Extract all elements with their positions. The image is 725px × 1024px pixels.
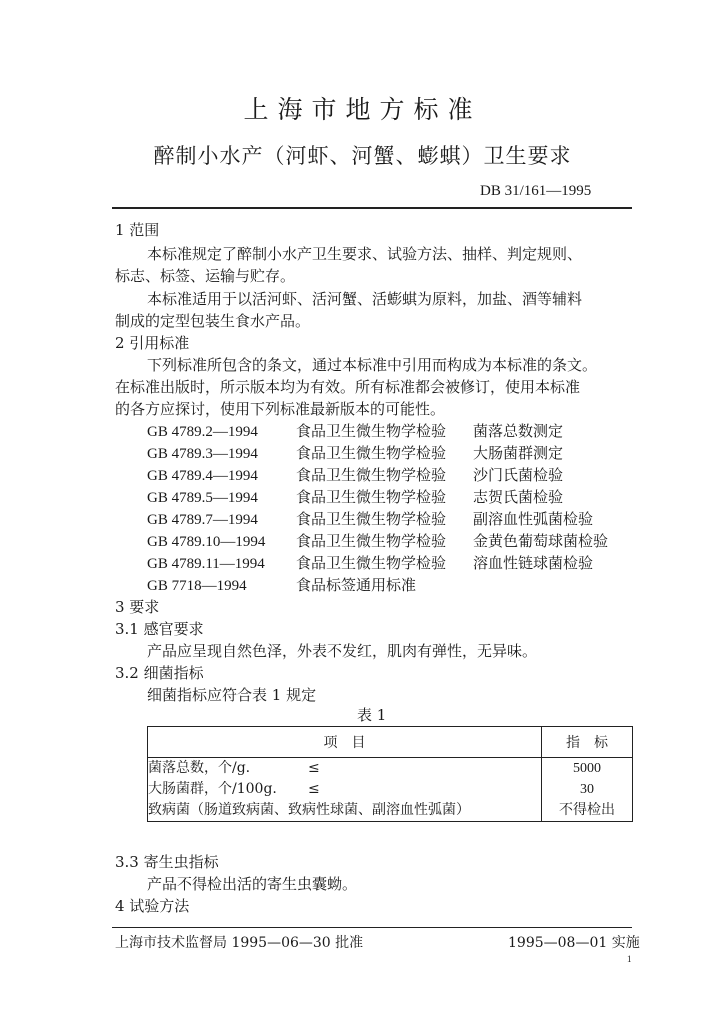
bacteria-index-table bbox=[147, 726, 633, 822]
section-3-1-text: 产品应呈现自然色泽，外表不发红，肌肉有弹性，无异味。 bbox=[147, 642, 538, 660]
section-2-paragraph-line-3: 的各方应探讨，使用下列标准最新版本的可能性。 bbox=[115, 400, 446, 418]
reference-title: 食品标签通用标准 bbox=[296, 576, 417, 594]
table-body bbox=[148, 758, 633, 822]
reference-title: 食品卫生微生物学检验 bbox=[296, 444, 447, 462]
footer-divider bbox=[112, 927, 632, 928]
table-row bbox=[148, 779, 541, 800]
reference-subject: 副溶血性弧菌检验 bbox=[473, 510, 594, 528]
section-1-heading: 1 范围 bbox=[115, 221, 160, 239]
row-item: 菌落总数，个/g. bbox=[148, 760, 251, 776]
document-title: 醉制小水产（河虾、河蟹、蟛蜞）卫生要求 bbox=[153, 144, 572, 168]
reference-title: 食品卫生微生物学检验 bbox=[296, 488, 447, 506]
section-3-heading: 3 要求 bbox=[115, 598, 160, 616]
reference-code: GB 4789.5—1994 bbox=[147, 490, 258, 506]
row-value: 不得检出 bbox=[559, 802, 615, 818]
row-value: 30 bbox=[580, 782, 594, 797]
reference-subject: 沙门氏菌检验 bbox=[473, 466, 564, 484]
section-3-1-heading: 3.1 感官要求 bbox=[115, 620, 204, 638]
reference-item bbox=[147, 573, 247, 598]
section-1-paragraph-1-line-1: 本标准规定了醉制小水产卫生要求、试验方法、抽样、判定规则、 bbox=[147, 245, 583, 263]
reference-subject: 金黄色葡萄球菌检验 bbox=[473, 532, 609, 550]
implementation-line: 1995—08—01 实施 bbox=[508, 935, 640, 951]
table-row bbox=[148, 758, 541, 779]
reference-code: GB 4789.2—1994 bbox=[147, 424, 258, 440]
table-row bbox=[148, 800, 541, 821]
reference-code: GB 4789.10—1994 bbox=[147, 534, 266, 550]
section-3-2-heading: 3.2 细菌指标 bbox=[115, 664, 204, 682]
section-4-heading: 4 试验方法 bbox=[115, 897, 190, 915]
row-value: 5000 bbox=[573, 761, 601, 776]
header-divider bbox=[112, 207, 632, 209]
section-1-paragraph-2-line-1: 本标准适用于以活河虾、活河蟹、活蟛蜞为原料，加盐、酒等辅料 bbox=[147, 290, 583, 308]
reference-subject: 溶血性链球菌检验 bbox=[473, 554, 594, 572]
row-item: 致病菌（肠道致病菌、致病性球菌、副溶血性弧菌） bbox=[148, 802, 470, 818]
section-3-2-text: 细菌指标应符合表 1 规定 bbox=[147, 686, 317, 704]
section-1-paragraph-2-line-2: 制成的定型包装生食水产品。 bbox=[115, 312, 311, 330]
reference-title: 食品卫生微生物学检验 bbox=[296, 422, 447, 440]
reference-code: GB 7718—1994 bbox=[147, 578, 247, 594]
section-2-heading: 2 引用标准 bbox=[115, 334, 190, 352]
table-caption: 表 1 bbox=[357, 706, 387, 724]
item-cell bbox=[148, 758, 542, 822]
section-2-paragraph-line-2: 在标准出版时，所示版本均为有效。所有标准都会被修订，使用本标准 bbox=[115, 378, 581, 396]
approval-line: 上海市技术监督局 1995—06—30 批准 bbox=[115, 935, 364, 951]
reference-code: GB 4789.3—1994 bbox=[147, 446, 258, 462]
reference-code: GB 4789.11—1994 bbox=[147, 556, 265, 572]
reference-subject: 菌落总数测定 bbox=[473, 422, 564, 440]
section-1-paragraph-1-line-2: 标志、标签、运输与贮存。 bbox=[115, 267, 296, 285]
column-header-item: 项 目 bbox=[148, 727, 542, 758]
row-operator: ≤ bbox=[308, 781, 320, 797]
section-3-3-text: 产品不得检出活的寄生虫囊蚴。 bbox=[147, 875, 358, 893]
reference-title: 食品卫生微生物学检验 bbox=[296, 510, 447, 528]
reference-subject: 大肠菌群测定 bbox=[473, 444, 564, 462]
row-item: 大肠菌群，个/100g. bbox=[148, 781, 277, 797]
column-header-index: 指 标 bbox=[542, 727, 633, 758]
reference-title: 食品卫生微生物学检验 bbox=[296, 466, 447, 484]
standard-code: DB 31/161—1995 bbox=[480, 183, 592, 199]
section-2-paragraph-line-1: 下列标准所包含的条文，通过本标准中引用而构成为本标准的条文。 bbox=[147, 356, 598, 374]
reference-title: 食品卫生微生物学检验 bbox=[296, 554, 447, 572]
reference-code: GB 4789.4—1994 bbox=[147, 468, 258, 484]
row-operator: ≤ bbox=[308, 760, 320, 776]
reference-title: 食品卫生微生物学检验 bbox=[296, 532, 447, 550]
standard-organization: 上海市地方标准 bbox=[243, 95, 482, 124]
table-header-row bbox=[148, 727, 633, 758]
section-3-3-heading: 3.3 寄生虫指标 bbox=[115, 853, 219, 871]
page-number: 1 bbox=[627, 954, 632, 964]
index-cell bbox=[542, 758, 633, 822]
reference-subject: 志贺氏菌检验 bbox=[473, 488, 564, 506]
reference-code: GB 4789.7—1994 bbox=[147, 512, 258, 528]
